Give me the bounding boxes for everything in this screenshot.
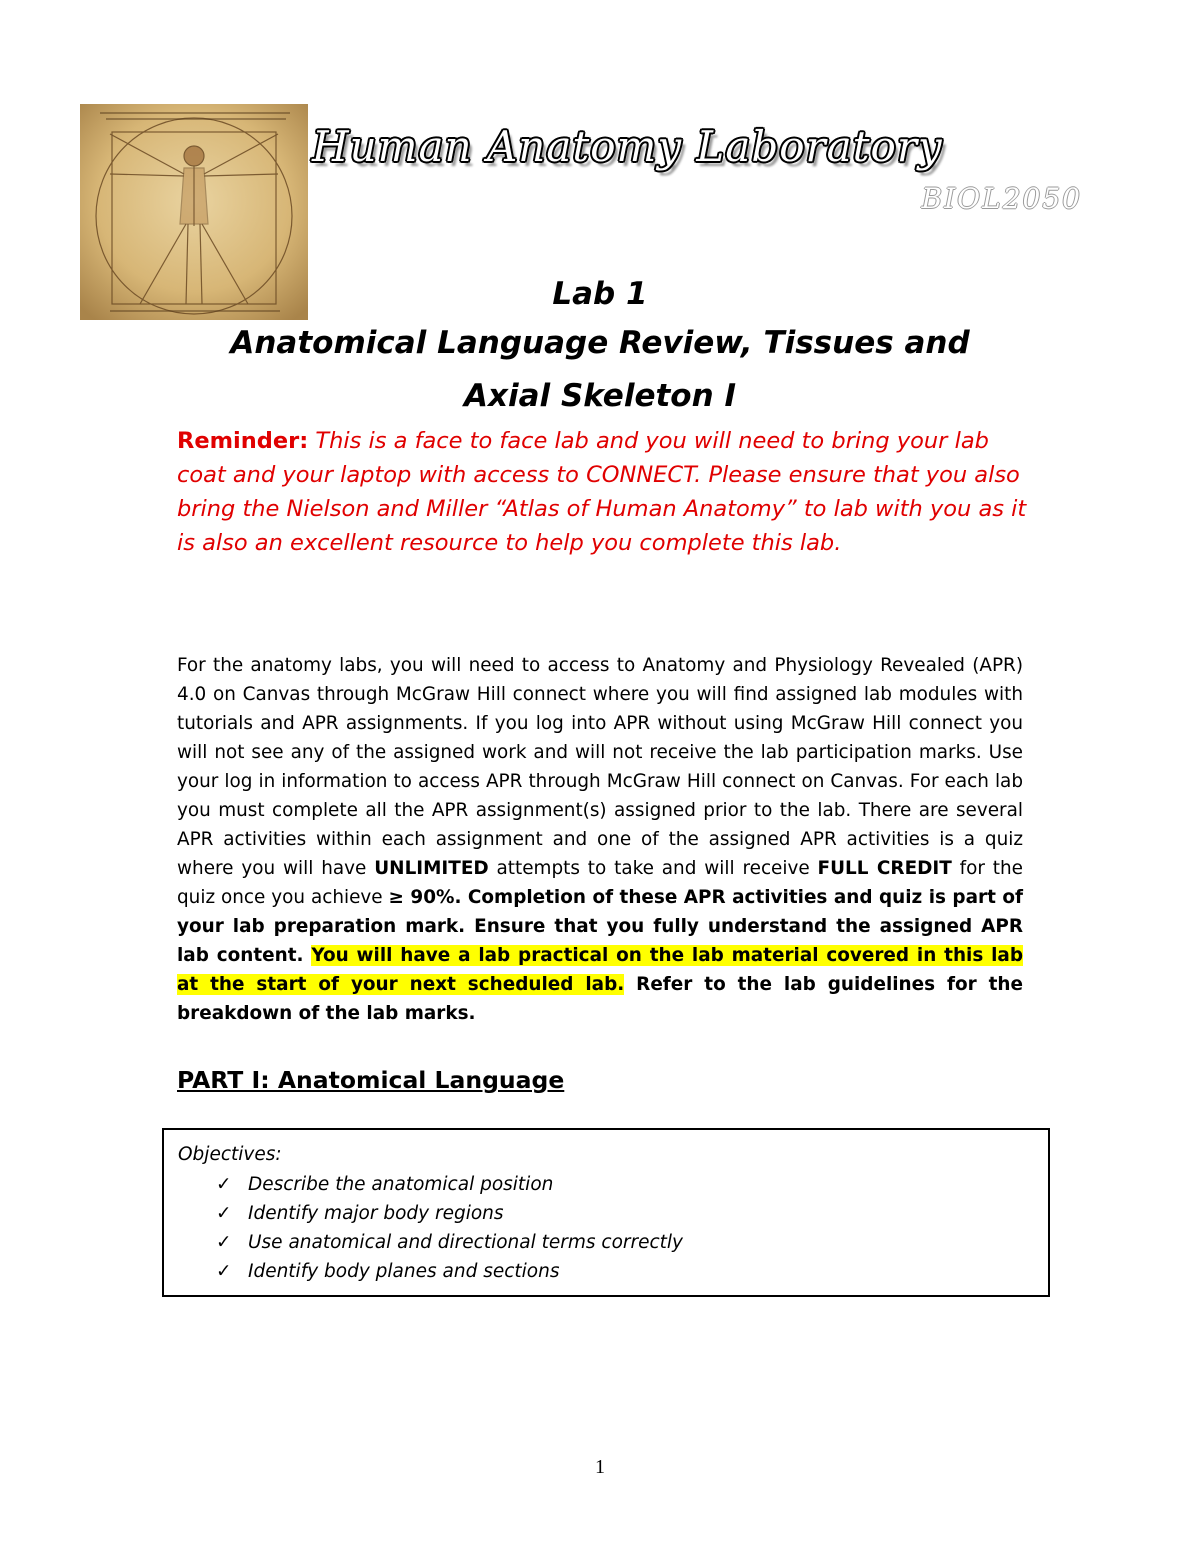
objective-item: ✓ Identify body planes and sections — [216, 1257, 683, 1286]
unlimited-text: UNLIMITED — [374, 858, 489, 879]
course-code: BIOL2050 — [921, 182, 1082, 215]
document-title: Human Anatomy Laboratory — [312, 122, 943, 171]
threshold-text: ≥ 90%. — [388, 887, 462, 908]
lab-number: Lab 1 — [552, 276, 648, 312]
reminder-paragraph — [177, 424, 1037, 560]
lab-title-line-1: Anatomical Language Review, Tissues and — [230, 325, 970, 361]
intro-paragraph — [177, 651, 1023, 1028]
objective-item: ✓ Describe the anatomical position — [216, 1170, 683, 1199]
objective-item: ✓ Use anatomical and directional terms correctly — [216, 1228, 683, 1257]
objectives-label: Objectives: — [178, 1144, 282, 1165]
full-credit-text: FULL CREDIT — [817, 858, 952, 879]
objectives-box — [162, 1128, 1050, 1297]
intro-text-1: For the anatomy labs, you will need to access to Anatomy and Physiology Revealed (APR) 4.0 on Canvas through McGraw Hill connect where you will find assigned lab modules with tutorials and APR assignments. If you log into APR without using McGraw Hill connect you will not see any of the assigned work and will not receive the lab participation marks. Use your log in information to access APR through McGraw Hill connect on Canvas. For each lab you must complete all the APR assignment(s) assigned prior to the lab. There are several APR activities within each assignment and one of the assigned APR activities is a quiz where you will have — [177, 655, 1023, 879]
page-number: 1 — [595, 1456, 605, 1478]
reminder-label: Reminder: — [177, 428, 309, 454]
checkmark-icon: ✓ — [216, 1174, 232, 1195]
checkmark-icon: ✓ — [216, 1203, 232, 1224]
objective-item: ✓ Identify major body regions — [216, 1199, 683, 1228]
objectives-list — [216, 1170, 683, 1286]
part-1-heading: PART I: Anatomical Language — [177, 1066, 565, 1094]
intro-text-2: attempts to take and will receive — [488, 858, 818, 879]
checkmark-icon: ✓ — [216, 1232, 232, 1253]
intro-text-3: for the quiz once you achieve — [177, 858, 1023, 908]
highlighted-practical-notice: You will have a lab practical on the lab material covered in this lab at the start of your next scheduled lab. — [177, 945, 1023, 995]
intro-bold-text-1: Completion of these APR activities and quiz is part of your lab preparation mark. Ensure that you fully understand the assigned APR lab content. — [177, 887, 1023, 966]
lab-title-line-2: Axial Skeleton I — [464, 378, 736, 414]
intro-bold-text-2: Refer to the lab guidelines for the breakdown of the lab marks. — [177, 974, 1023, 1024]
checkmark-icon: ✓ — [216, 1261, 232, 1282]
reminder-text: This is a face to face lab and you will need to bring your lab coat and your laptop with access to CONNECT. Please ensure that you also bring the Nielson and Miller “Atlas of Human Anatomy” to lab with you as it is also an excellent resource to help you complete this lab. — [177, 428, 1027, 556]
